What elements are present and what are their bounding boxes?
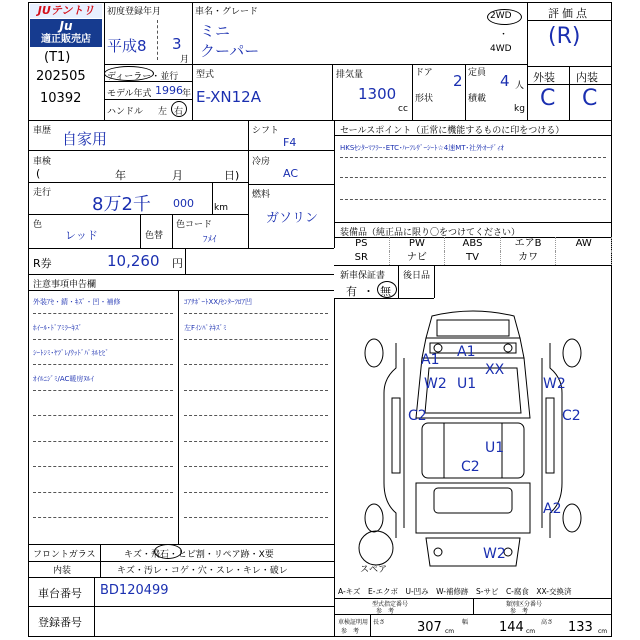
- equipment-item: [556, 251, 612, 265]
- sales-line: HKSｾﾝﾀｰﾏﾌﾗｰ･ETC･ﾊｰﾌﾚｻﾞｰｼｰﾄ☆4速MT･社外ｵｰﾃﾞｨｵ: [340, 144, 505, 152]
- type-value: E-XN12A: [196, 88, 261, 106]
- dash-divider: [33, 390, 173, 391]
- equipment-item: カワ: [501, 251, 557, 265]
- grid-line: [248, 150, 334, 151]
- history-label: 車歴: [33, 126, 52, 136]
- grid-line: [398, 265, 399, 298]
- ju-logo-mark: Ju: [59, 19, 73, 33]
- handle-left: 左: [158, 107, 168, 117]
- equipment-item: エアB: [501, 237, 557, 251]
- shift-value: F4: [283, 136, 297, 149]
- damage-legend: A-キズ E-エクボ U-凹み W-補修跡 S-サビ C-腐食 XX-交換済: [338, 587, 572, 596]
- damage-mark: C2: [408, 408, 427, 424]
- recycle-label: R券: [33, 257, 52, 270]
- grid-line: [28, 274, 334, 275]
- dash-divider: [33, 415, 173, 416]
- width-value: 144: [499, 620, 524, 635]
- later-label: 後日品: [403, 271, 431, 281]
- load-label: 積載: [468, 94, 487, 104]
- front-glass-items: キズ・飛石・ヒビ割・リペア跡・X要: [124, 550, 274, 560]
- ju-store-label: 適正販売店: [41, 34, 91, 45]
- damage-mark: W2: [424, 376, 447, 392]
- dash-divider: [184, 466, 328, 467]
- dash-divider: [33, 313, 173, 314]
- first-reg-label: 初度登録年月: [107, 7, 162, 17]
- color-change-label: 色替: [145, 231, 164, 241]
- grid-line: [172, 214, 173, 248]
- notes-label: 注意事項申告欄: [33, 280, 97, 290]
- grid-line: [248, 184, 334, 185]
- grid-line: [28, 248, 334, 249]
- capacity-suffix: 人: [515, 81, 525, 91]
- grid-line: [104, 99, 192, 100]
- car-name: ミニ: [200, 22, 231, 40]
- mileage-unit: km: [214, 203, 228, 213]
- damage-mark: A1: [421, 352, 440, 368]
- dash-divider: [33, 339, 173, 340]
- first-reg-month: 3: [172, 35, 182, 53]
- dash-divider: [184, 313, 328, 314]
- interior-items: キズ・汚レ・コゲ・穴・スレ・キレ・破レ: [117, 566, 288, 576]
- width-unit: cm: [526, 628, 536, 635]
- grid-line: [334, 120, 335, 248]
- grid-line: [527, 20, 612, 21]
- length-unit: cm: [445, 628, 455, 635]
- grid-line: [28, 577, 334, 578]
- certificate-ref: 参 考: [341, 628, 360, 635]
- lot-number: 10392: [40, 91, 82, 106]
- model-year-label: モデル年式: [107, 89, 152, 99]
- damage-mark: XX: [485, 362, 505, 378]
- type-label: 型式: [196, 70, 215, 80]
- grid-line: [192, 2, 193, 120]
- drive-4wd: 4WD: [490, 44, 512, 54]
- damage-mark: U1: [457, 376, 477, 392]
- dash-divider: [184, 364, 328, 365]
- warranty-no: 無: [380, 283, 391, 299]
- inspection-month: 月: [172, 169, 183, 182]
- model-designation-ref: 参 考: [376, 608, 395, 615]
- grade-label: 評価点: [548, 7, 590, 20]
- drive-2wd: 2WD: [490, 11, 512, 21]
- spare-label: スペア: [360, 565, 388, 575]
- ju-logo: [30, 19, 102, 47]
- capacity-value: 4: [500, 72, 510, 90]
- note-entry: ｺｱｻﾎﾟｰﾄXX/ｾﾝﾀｰﾌﾛｱ凹: [184, 298, 252, 306]
- damage-mark: C2: [562, 408, 581, 424]
- grid-line: [100, 544, 101, 577]
- dash-divider: [340, 157, 606, 158]
- handle-right-circle: [171, 101, 187, 117]
- grid-line: [178, 290, 179, 544]
- fuel-label: 燃料: [252, 190, 271, 200]
- note-entry: 左Fｲﾝﾊﾟﾈｷｽﾞﾐ: [184, 323, 227, 332]
- dealer-label: ディーラー・並行: [107, 69, 178, 82]
- grid-line: [465, 64, 466, 120]
- class-number-label: 類別区分番号: [506, 601, 543, 608]
- equipment-item: SR: [334, 251, 390, 265]
- shape-label: 形状: [415, 94, 434, 104]
- inspection-day: 日): [224, 169, 240, 182]
- name-grade-label: 車名・グレード: [195, 7, 259, 17]
- equipment-grid: [334, 237, 612, 265]
- width-label: 幅: [462, 619, 469, 626]
- grid-line: [527, 84, 612, 85]
- recycle-value: 10,260: [107, 252, 160, 270]
- shift-label: シフト: [252, 126, 280, 136]
- damage-mark: U1: [485, 440, 505, 456]
- note-entry: 外装ｱｾ・錆・ｷｽﾞ・凹・補修: [33, 298, 121, 306]
- brand-logo: [30, 4, 102, 18]
- grid-line: [104, 64, 527, 65]
- grid-line: [412, 64, 413, 120]
- equipment-item: PW: [390, 237, 446, 251]
- first-reg-era: 平成8: [107, 37, 147, 55]
- height-value: 133: [568, 620, 593, 635]
- dash-divider: [33, 441, 173, 442]
- capacity-label: 定員: [468, 68, 487, 78]
- dash-divider: [184, 390, 328, 391]
- equipment-item: AW: [556, 237, 612, 251]
- grid-line: [569, 66, 570, 120]
- grid-line: [28, 120, 612, 121]
- model-year-suffix: 年: [182, 89, 192, 99]
- grid-line: [185, 248, 186, 274]
- warranty-no-circle: [377, 281, 397, 298]
- front-glass-circle: [154, 544, 182, 559]
- height-label: 高さ: [541, 619, 554, 626]
- damage-mark: A1: [457, 344, 476, 360]
- grade-interior: C: [582, 86, 598, 111]
- dash-divider: [33, 364, 173, 365]
- grid-line: [140, 214, 141, 248]
- height-unit: cm: [598, 628, 608, 635]
- grid-line: [28, 544, 334, 545]
- mileage-tail: 000: [173, 197, 194, 210]
- grid-line: [94, 577, 95, 637]
- first-reg-month-unit: 月: [180, 55, 190, 65]
- certificate-label: 車検証明用: [338, 619, 369, 626]
- car-grade: クーパー: [200, 42, 260, 60]
- equipment-item: TV: [445, 251, 501, 265]
- dash-divider: [33, 492, 173, 493]
- lot-tag: (T1): [44, 50, 71, 65]
- handle-label: ハンドル: [107, 107, 144, 117]
- grid-line: [28, 606, 334, 607]
- grid-line: [434, 265, 435, 298]
- damage-mark: C2: [461, 459, 480, 475]
- mileage-label: 走行: [33, 188, 52, 198]
- chassis-label: 車台番号: [38, 587, 82, 600]
- grid-line: [28, 561, 334, 562]
- grade-interior-label: 内装: [576, 71, 598, 84]
- grid-line: [332, 64, 333, 120]
- dash-divider: [33, 466, 173, 467]
- dash-divider: [184, 492, 328, 493]
- grid-line: [370, 614, 371, 637]
- grid-line: [334, 222, 612, 223]
- dash-divider: [157, 20, 158, 60]
- warranty-yes: 有: [346, 285, 357, 298]
- displacement-label: 排気量: [336, 70, 364, 80]
- color-code-label: 色コード: [176, 220, 213, 230]
- doors-value: 2: [453, 72, 463, 90]
- dash-divider: [340, 199, 606, 200]
- dash-divider: [33, 517, 173, 518]
- equipment-item: PS: [334, 237, 390, 251]
- note-entry: ｵｲﾙﾆｼﾞﾐ/AC暖房ﾇﾙｲ: [33, 374, 94, 383]
- drive-dot: ・: [499, 30, 509, 40]
- mileage-value: 8万2千: [92, 194, 151, 215]
- interior-label: 内装: [53, 566, 72, 576]
- dash-divider: [184, 339, 328, 340]
- grid-line: [473, 598, 474, 614]
- equipment-item: ABS: [445, 237, 501, 251]
- displacement-value: 1300: [358, 85, 397, 103]
- grid-line: [104, 2, 105, 120]
- grid-line: [334, 614, 612, 615]
- damage-mark: W2: [483, 546, 506, 562]
- doors-label: ドア: [415, 68, 433, 78]
- color-label: 色: [33, 220, 43, 230]
- model-designation-label: 型式指定番号: [372, 601, 409, 608]
- class-number-ref: 参 考: [510, 608, 529, 615]
- history-value: 自家用: [62, 130, 108, 148]
- handle-right: 右: [174, 104, 183, 117]
- model-year-value: 1996: [155, 84, 183, 97]
- displacement-unit: cc: [398, 104, 408, 114]
- ac-value: AC: [283, 167, 299, 180]
- length-label: 長さ: [373, 619, 386, 626]
- brand-logo-text: JUテントリ: [37, 4, 95, 17]
- lot-code: 202505: [36, 69, 86, 84]
- sales-label: セールスポイント（正常に機能するものに印をつける）: [340, 126, 565, 136]
- dealer-circle: [104, 66, 154, 81]
- warranty-dot: ・: [363, 285, 374, 298]
- damage-mark: W2: [543, 376, 566, 392]
- note-entry: ｼｰﾄｼﾐ･ﾔﾌﾞﾚ/ｳｯﾄﾞﾊﾟﾈﾙﾋﾋﾞ: [33, 349, 109, 357]
- grid-line: [334, 265, 612, 266]
- grade-exterior-label: 外装: [533, 71, 555, 84]
- equipment-label: 装備品（純正品に限り〇をつけてください）: [340, 228, 521, 238]
- dash-divider: [184, 415, 328, 416]
- inspection-paren: (: [36, 167, 41, 180]
- recycle-unit: 円: [172, 257, 183, 270]
- damage-map: [334, 298, 612, 583]
- color-code-value: ﾌﾒｲ: [203, 235, 217, 245]
- registration-label: 登録番号: [38, 616, 82, 629]
- damage-mark: A2: [543, 501, 562, 517]
- front-glass-label: フロントガラス: [33, 550, 96, 560]
- grade-score: (R): [548, 24, 581, 49]
- grid-line: [212, 182, 213, 214]
- grid-line: [28, 182, 248, 183]
- grid-line: [28, 150, 248, 151]
- inspection-label: 車検: [33, 157, 52, 167]
- drive-2wd-circle: [487, 9, 522, 25]
- warranty-label: 新車保証書: [340, 271, 386, 281]
- inspection-year: 年: [115, 169, 126, 182]
- dash-divider: [340, 177, 606, 178]
- color-value: レッド: [65, 229, 98, 242]
- ac-label: 冷房: [252, 157, 271, 167]
- grid-line: [334, 135, 612, 136]
- chassis-value: BD120499: [100, 583, 169, 598]
- grid-line: [28, 290, 334, 291]
- note-entry: ﾎｲｰﾙ･ﾄﾞｱﾐﾗｰｷｽﾞ: [33, 323, 82, 332]
- dash-divider: [184, 441, 328, 442]
- fuel-value: ガソリン: [266, 211, 319, 226]
- load-unit: kg: [514, 104, 525, 114]
- equipment-item: ナビ: [390, 251, 446, 265]
- length-value: 307: [417, 620, 442, 635]
- dash-divider: [184, 517, 328, 518]
- grade-exterior: C: [540, 86, 556, 111]
